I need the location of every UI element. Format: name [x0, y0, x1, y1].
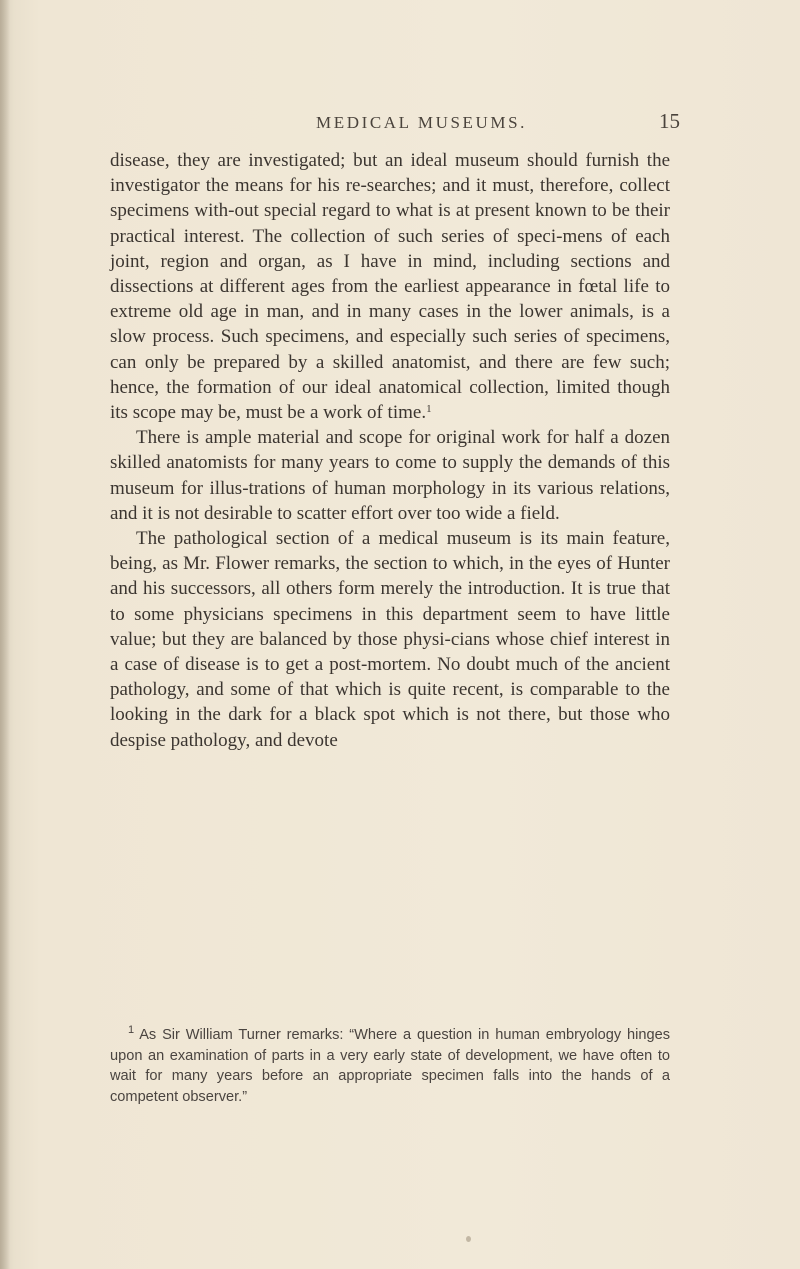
page-number: 15 — [659, 109, 680, 133]
paragraph-2: There is ample material and scope for original work for half a dozen skilled anatomists for many years to come to supply the demands of this museum for illus-trations of human morphology in its various relations, and it is not desirable to scatter effort over too wide a field. — [110, 427, 670, 524]
footnote-marker: 1 — [128, 1024, 135, 1036]
body-text — [110, 148, 670, 753]
running-head: MEDICAL MUSEUMS. — [316, 113, 527, 132]
paragraph-1-text: disease, they are investigated; but an ideal museum should furnish the investigator the means for his re-searches; and it must, therefore, collect specimens with-out special regard to what is at present known to be their practical interest. The collection of such series of speci-mens of each joint, region and organ, as I have in mind, including sections and dissections at different ages from the earliest appearance in fœtal life to extreme old age in man, and in many cases in the lower animals, is a slow process. Such specimens, and especially such series of specimens, can only be prepared by a skilled anatomist, and there are few such; hence, the formation of our ideal anatomical collection, limited though its scope may be, must be a work of time. — [110, 150, 670, 424]
binding-shadow — [0, 0, 10, 1269]
paragraph-1 — [110, 148, 670, 425]
footnote-text: As Sir William Turner remarks: “Where a question in human embryology hinges upon an examination of parts in a very early state of development, we have often to wait for many years before an appropriate specimen falls into the hands of a competent observer.” — [110, 1027, 670, 1106]
paper-speck — [466, 1236, 471, 1242]
paragraph-3: The pathological section of a medical museum is its main feature, being, as Mr. Flower remarks, the section to which, in the eyes of Hunter and his successors, all others form merely the introduction. It is true that to some physicians specimens in this department seem to have little value; but they are balanced by those physi-cians whose chief interest in a case of disease is to get a post-mortem. No doubt much of the ancient pathology, and some of that which is quite recent, is comparable to the looking in the dark for a black spot which is not there, but those who despise pathology, and devote — [110, 528, 670, 751]
footnote-reference: 1 — [426, 403, 432, 416]
footnote — [110, 1025, 670, 1108]
footnote-paragraph — [110, 1025, 670, 1108]
